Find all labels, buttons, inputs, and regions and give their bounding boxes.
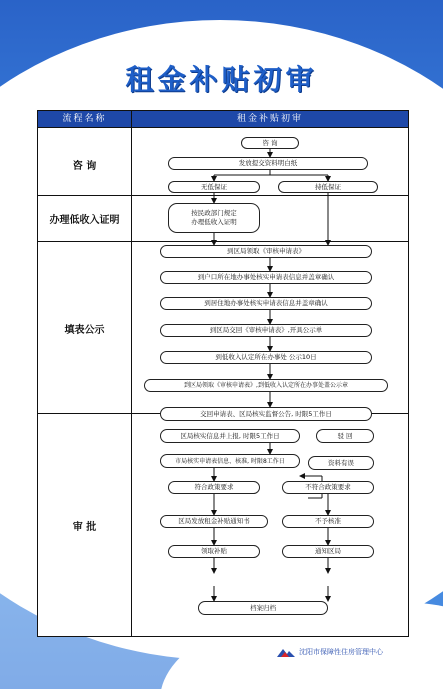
node-get-form: 到区局领取《审核申请表》 — [160, 245, 372, 258]
column-header-flow: 租金补贴初审 — [132, 111, 408, 127]
node-residence-office: 到居住地办事处核实申请表信息并盖章确认 — [160, 297, 372, 310]
page-title: 租金补贴初审 — [125, 63, 318, 96]
node-submit-to-district: 交回申请表、区局核实监督公告, 时限5工作日 — [160, 407, 372, 421]
node-issue-notice: 区局发放租金补贴通知书 — [160, 515, 268, 528]
node-ineligible: 不符合政策要求 — [282, 481, 374, 494]
stage-consult: 咨 询 — [72, 161, 97, 172]
node-civil-affairs — [168, 203, 260, 233]
stage-income-cert: 办理低收入证明 — [49, 215, 120, 226]
node-civil-affairs-line2: 办理低收入证明 — [191, 218, 237, 226]
column-header-stage: 流程名称 — [38, 111, 132, 127]
node-city-review: 市局核实申请表信息、核准, 时限8工作日 — [160, 454, 300, 468]
node-district-report: 区局核实信息并上报, 时限5工作日 — [160, 429, 300, 443]
node-eligible: 符合政策要求 — [168, 481, 260, 494]
node-has-cert: 持低保证 — [278, 181, 378, 193]
node-consult: 咨 询 — [241, 137, 299, 149]
node-submit-form: 到区局交回《审核申请表》,开具公示单 — [160, 324, 372, 337]
node-not-approved: 不予核准 — [282, 515, 374, 528]
node-no-cert: 无低保证 — [168, 181, 260, 193]
footer-org: 沈阳市保障性住房管理中心 — [299, 648, 383, 656]
node-issue-forms: 发放提交资料明白纸 — [168, 157, 368, 170]
node-receive-subsidy: 领取补贴 — [168, 545, 260, 558]
node-civil-affairs-line1: 按民政部门规定 — [191, 209, 237, 217]
node-incomplete: 资料有误 — [308, 456, 374, 470]
node-hukou-office: 到户口所在地办事处核实申请表信息并盖章确认 — [160, 271, 372, 284]
node-publicity: 到低收入认定所在办事处 公示10日 — [160, 351, 372, 364]
stage-form-publicity: 填表公示 — [64, 325, 105, 336]
logo-mark-icon — [276, 645, 296, 659]
node-collect-form: 到区局领取《审核申请表》,到低收入认定所在办事处盖公示章 — [144, 379, 388, 392]
node-reject: 驳 回 — [316, 429, 374, 443]
node-notify-district: 通知区局 — [282, 545, 374, 558]
stage-approval: 审 批 — [72, 522, 97, 533]
footer-logo — [276, 642, 426, 662]
flow-table — [37, 110, 409, 637]
node-archive: 档案归档 — [198, 601, 328, 615]
